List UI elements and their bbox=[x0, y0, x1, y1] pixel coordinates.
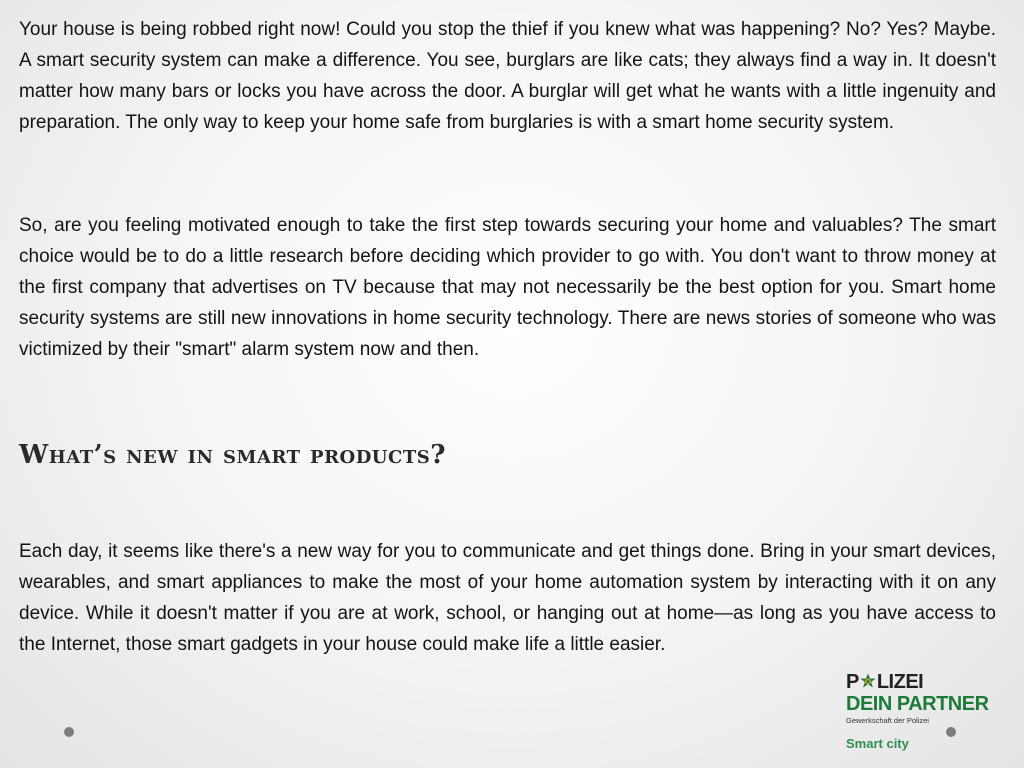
logo-letters-rest: LIZEI bbox=[876, 671, 924, 693]
paragraph-choice: So, are you feeling motivated enough to take the first step towards securing your home and valuables? The smart choice would be to do a little research before deciding which provider to go with. You don't want to throw money at the first company that advertises on TV because that may not necessarily be the best option for you. Smart home security systems are still new innovations in home security technology. There are news stories of someone who was victimized by their "smart" alarm system now and then. bbox=[19, 215, 996, 360]
paragraph-smart-products: Each day, it seems like there's a new way for you to communicate and get things done. Bring in your smart devices, wearables, and smart appliances to make the most of your home automation system by interacting with it on any device. While it doesn't matter if you are at work, school, or hanging out at home—as long as you have access to the Internet, those smart gadgets in your house could make life a little easier. bbox=[19, 541, 996, 655]
section-heading: What’s new in smart products? bbox=[19, 440, 446, 470]
slide-dot-left bbox=[64, 727, 74, 737]
logo-polizei-text bbox=[846, 670, 923, 694]
logo-smart-city: Smart city bbox=[846, 736, 909, 751]
logo-letter-p: P bbox=[846, 671, 859, 693]
logo-dein-partner: DEIN PARTNER bbox=[846, 693, 989, 715]
police-star-icon bbox=[859, 673, 877, 691]
logo-subtitle: Gewerkschaft der Polizei bbox=[846, 716, 929, 725]
paragraph-intro: Your house is being robbed right now! Could you stop the thief if you knew what was happening? No? Yes? Maybe. A smart security system can make a difference. You see, burglars are like cats; they always find a way in. It doesn't matter how many bars or locks you have across the door. A burglar will get what he wants with a little ingenuity and preparation. The only way to keep your home safe from burglaries is with a smart home security system. bbox=[19, 19, 996, 133]
polizei-logo bbox=[846, 670, 989, 760]
